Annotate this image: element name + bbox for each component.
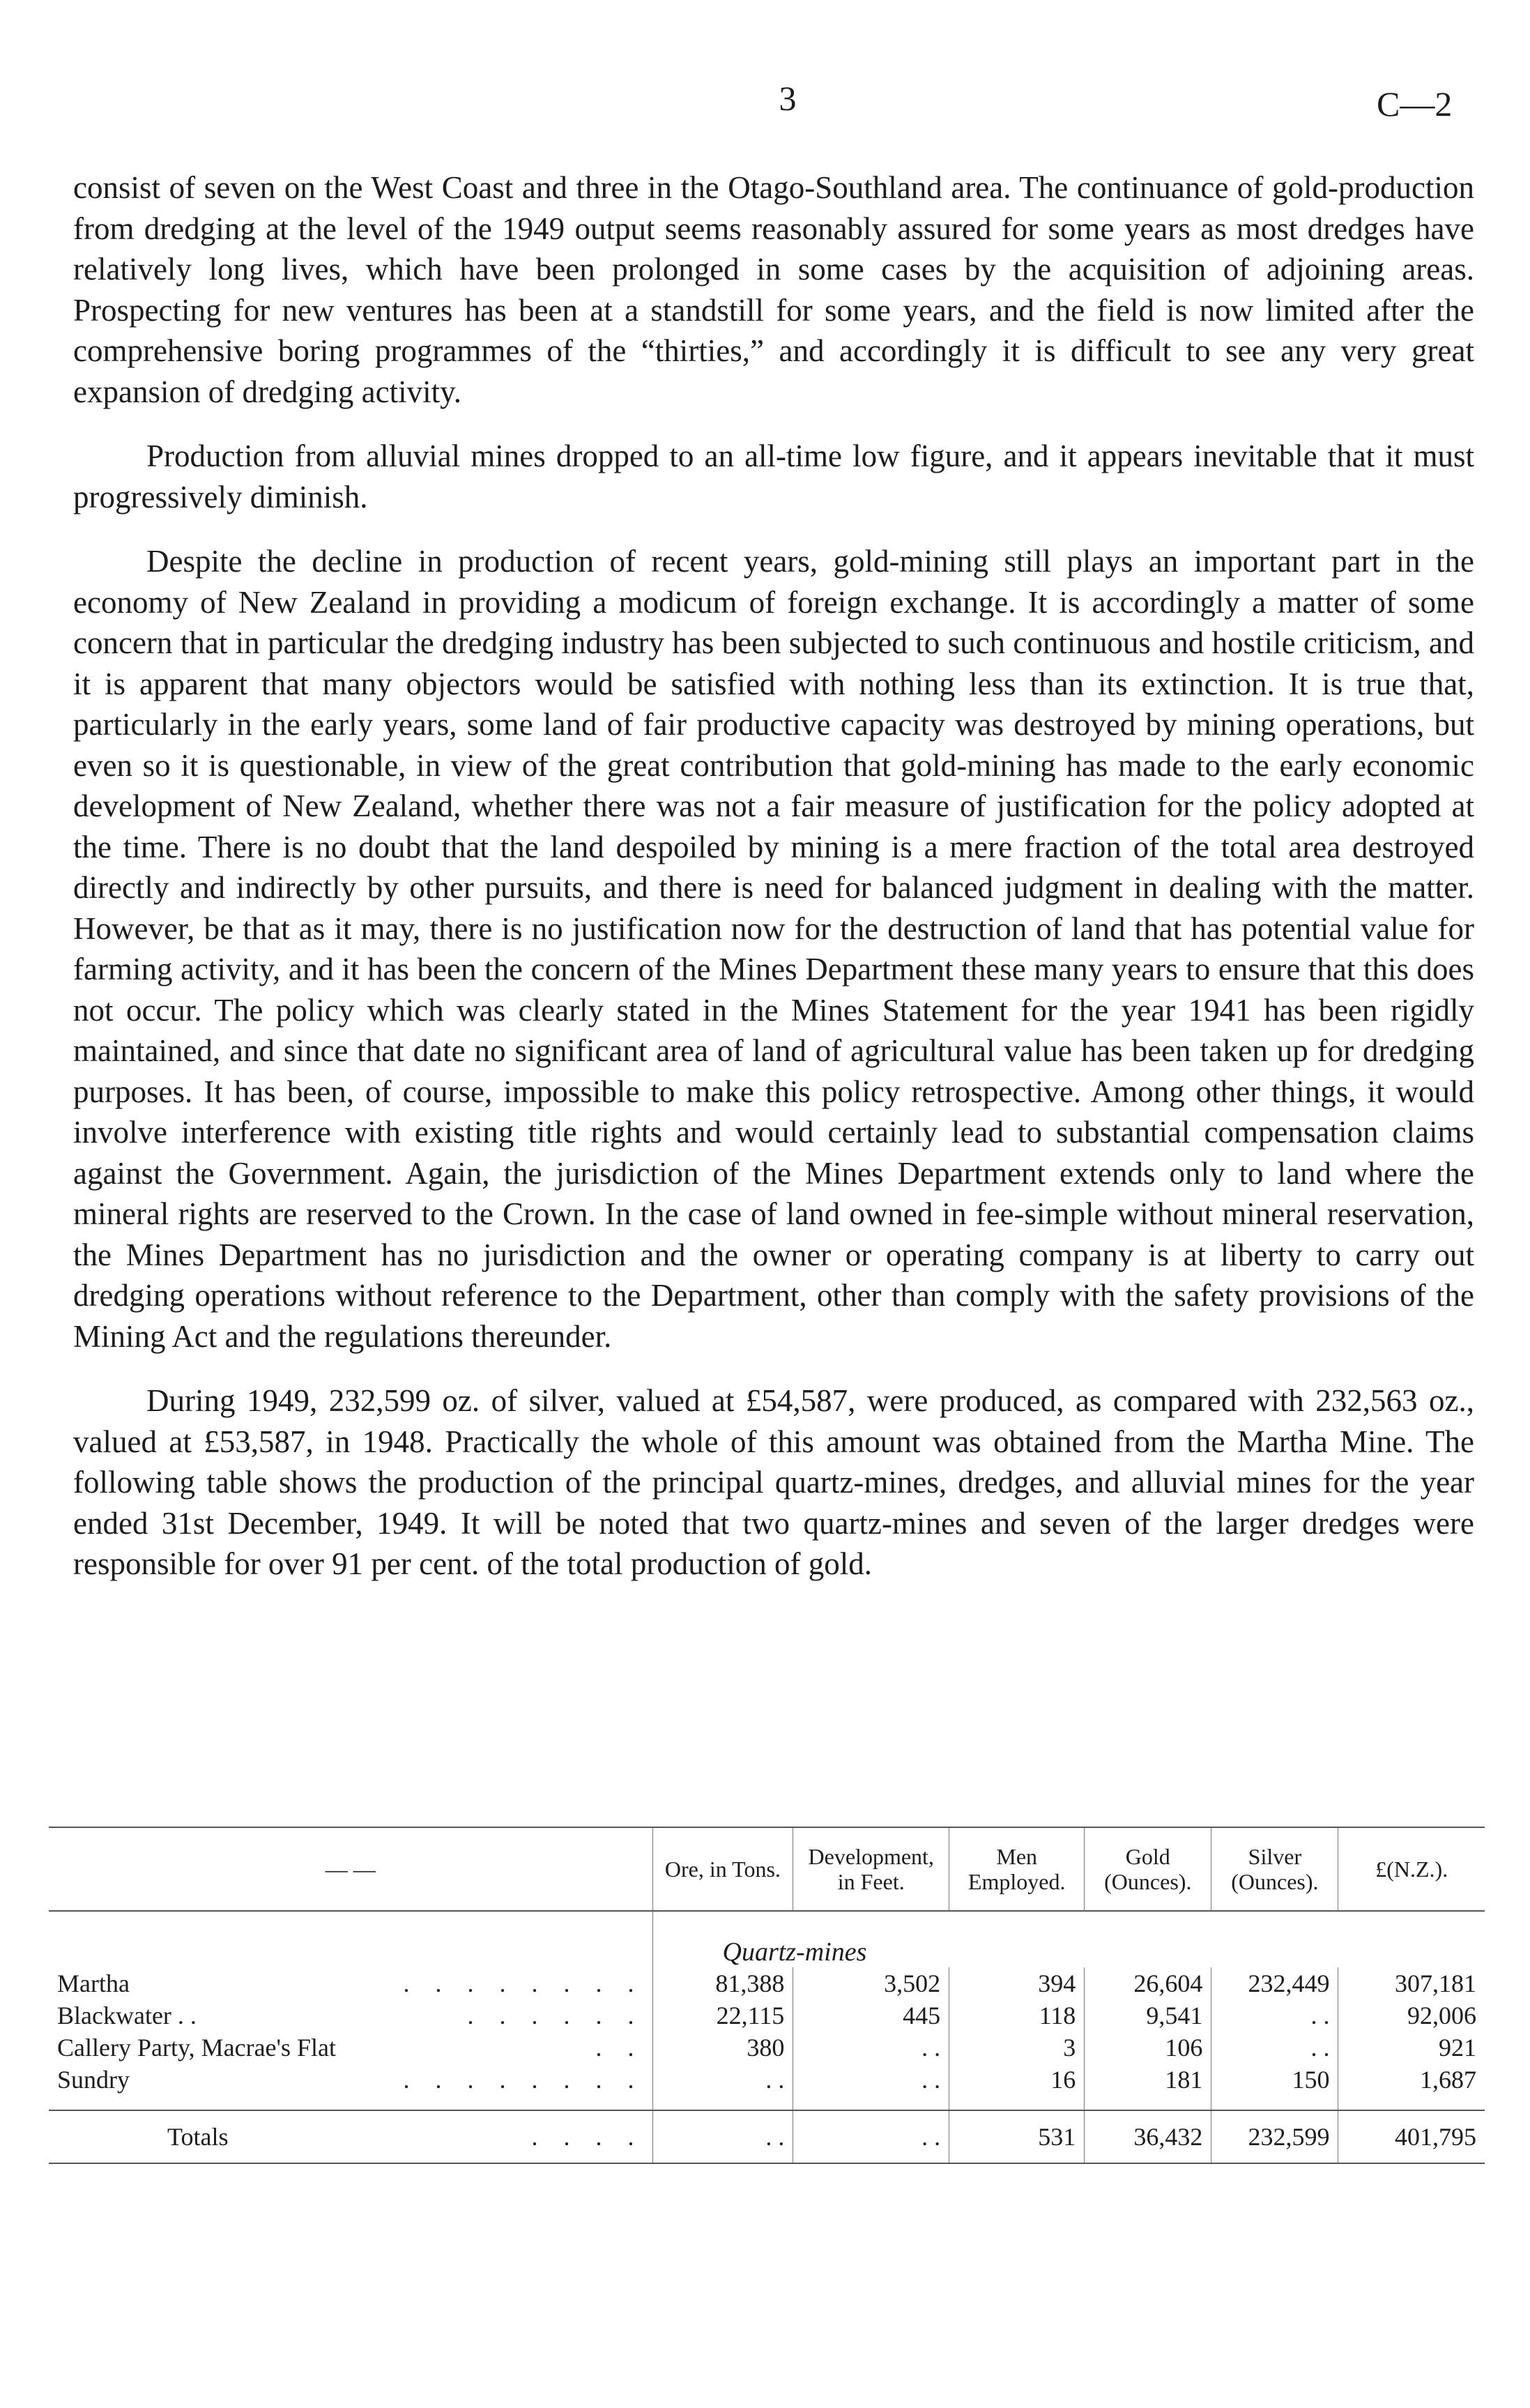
cell-development: 445 xyxy=(793,1999,949,2032)
paragraph-alluvial: Production from alluvial mines dropped to an all-time low figure, and it appears inevitable that it must progressively diminish. xyxy=(73,439,1474,515)
header-men: Men Employed. xyxy=(949,1827,1085,1911)
row-name: Callery Party, Macrae's Flat xyxy=(57,2034,337,2062)
total-silver: 232,599 xyxy=(1211,2110,1338,2163)
cell-value: 92,006 xyxy=(1407,2002,1476,2029)
total-men: 531 xyxy=(949,2110,1085,2163)
cell-ore: 380 xyxy=(652,2032,793,2064)
table-header-row xyxy=(49,1827,1485,1911)
totals-row xyxy=(49,2110,1485,2163)
header-gold: Gold (Ounces). xyxy=(1085,1827,1211,1911)
total-ore: . . xyxy=(652,2110,793,2163)
header-value: £(N.Z.). xyxy=(1338,1827,1485,1911)
page-number: 3 xyxy=(779,79,797,118)
header-development: Development, in Feet. xyxy=(793,1827,949,1911)
totals-leader-dots: . . . . xyxy=(395,2110,653,2163)
cell-silver: 150 xyxy=(1211,2064,1338,2096)
cell-men: 16 xyxy=(949,2064,1085,2096)
row-name: Martha xyxy=(57,1969,130,1997)
cell-men: 3 xyxy=(949,2032,1085,2064)
cell-ore: . . xyxy=(652,2064,793,2096)
paragraph-gold-mining-economy: Despite the decline in production of recent years, gold-mining still plays an important part in the economy of New Zealand in providing a modicum of foreign exchange. It is accordingly a matter of some concern that in particular the dredging industry has been subjected to such continuous and hostile criticism, and it is apparent that many objectors would be satisfied with nothing less than its extinction. It is true that, particularly in the early years, some land of fair productive capacity was destroyed by mining operations, but even so it is questionable, in view of the great contribution that gold-mining has made to the early economic development of New Zealand, whether there was not a fair measure of justification for the policy adopted at the time. There is no doubt that the land despoiled by mining is a mere fraction of the total area destroyed directly and indirectly by other pursuits, and there is need for balanced judgment in dealing with the matter. However, be that as it may, there is no justification now for the destruction of land that has potential value for farming activity, and it has been the concern of the Mines Department these many years to ensure that this does not occur. The policy which was clearly stated in the Mines Statement for the year 1941 has been rigidly maintained, and since that date no significant area of land of agricultural value has been taken up for dredging purposes. It has been, of course, impossible to make this policy retrospective. Among other things, it would involve interference with existing title rights and would certainly lead to substantial compensation claims against the Government. Again, the jurisdiction of the Mines Department extends only to land where the mineral rights are reserved to the Crown. In the case of land owned in fee-simple without mineral reservation, the Mines Department has no jurisdiction and the owner or operating company is at liberty to carry out dredging operations without reference to the Department, other than comply with the safety provisions of the Mining Act and the regulations thereunder. xyxy=(73,544,1474,1354)
table-row xyxy=(49,1999,1485,2032)
header-ore: Ore, in Tons. xyxy=(652,1827,793,1911)
totals-label: Totals xyxy=(49,2110,395,2163)
cell-silver: . . xyxy=(1211,2032,1338,2064)
total-value: 401,795 xyxy=(1338,2110,1485,2163)
cell-development: . . xyxy=(793,2064,949,2096)
section-title: Quartz-mines xyxy=(722,1937,867,1967)
header-blank: — — xyxy=(49,1827,652,1911)
production-table xyxy=(49,1827,1485,2164)
row-name: Sundry xyxy=(57,2066,130,2094)
cell-gold: 26,604 xyxy=(1085,1967,1211,1999)
cell-ore: 81,388 xyxy=(652,1967,793,1999)
row-name: Blackwater . . xyxy=(57,2002,197,2029)
row-leader-dots: . . . . . . . . xyxy=(395,2064,653,2096)
total-gold: 36,432 xyxy=(1085,2110,1211,2163)
cell-gold: 9,541 xyxy=(1085,1999,1211,2032)
table-row xyxy=(49,2064,1485,2096)
section-row xyxy=(49,1911,1485,1967)
document-reference: C—2 xyxy=(1377,84,1453,123)
cell-value: 307,181 xyxy=(1395,1969,1476,1997)
row-leader-dots: . . . . . . . . xyxy=(395,1967,653,1999)
body-text xyxy=(73,167,1474,1608)
paragraph-dredging-outlook: consist of seven on the West Coast and three in the Otago-Southland area. The continuance of gold-production from dredging at the level of the 1949 output seems reasonably assured for some years as most dredges have relatively long lives, which have been prolonged in some cases by the acquisition of adjoining areas. Prospecting for new ventures has been at a standstill for some years, and the field is now limited after the comprehensive boring programmes of the “thirties,” and accordingly it is difficult to see any very great expansion of dredging activity. xyxy=(73,170,1474,409)
production-table-wrapper xyxy=(49,1827,1485,2164)
cell-silver: . . xyxy=(1211,1999,1338,2032)
table-row xyxy=(49,1967,1485,1999)
cell-ore: 22,115 xyxy=(652,1999,793,2032)
cell-development: . . xyxy=(793,2032,949,2064)
paragraph-silver-production: During 1949, 232,599 oz. of silver, valued at £54,587, were produced, as compared with 232,563 oz., valued at £53,587, in 1948. Practically the whole of this amount was obtained from the Martha Mine. The following table shows the production of the principal quartz-mines, dredges, and alluvial mines for the year ended 31st December, 1949. It will be noted that two quartz-mines and seven of the larger dredges were responsible for over 91 per cent. of the total production of gold. xyxy=(73,1383,1474,1581)
row-leader-dots: . . . . . . xyxy=(395,1999,653,2032)
cell-men: 394 xyxy=(949,1967,1085,1999)
cell-value: 921 xyxy=(1439,2034,1476,2062)
table-row xyxy=(49,2032,1485,2064)
row-leader-dots: . . xyxy=(395,2032,653,2064)
cell-silver: 232,449 xyxy=(1211,1967,1338,1999)
cell-value: 1,687 xyxy=(1420,2066,1476,2094)
total-development: . . xyxy=(793,2110,949,2163)
cell-men: 118 xyxy=(949,1999,1085,2032)
header-silver: Silver (Ounces). xyxy=(1211,1827,1338,1911)
cell-development: 3,502 xyxy=(793,1967,949,1999)
cell-gold: 181 xyxy=(1085,2064,1211,2096)
cell-gold: 106 xyxy=(1085,2032,1211,2064)
